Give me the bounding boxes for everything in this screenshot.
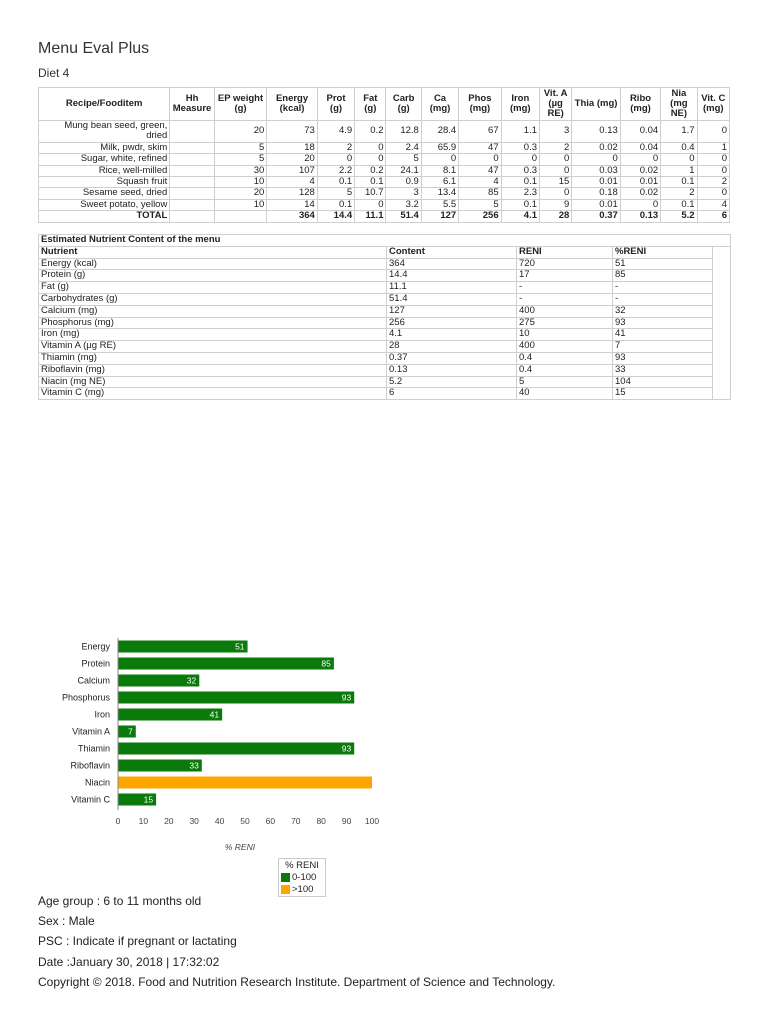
table-cell: 0.1 bbox=[355, 177, 386, 188]
table-cell: 14 bbox=[267, 199, 318, 210]
food-col-header: Carb (g) bbox=[386, 88, 421, 121]
table-cell: 73 bbox=[267, 121, 318, 143]
table-cell: 0.03 bbox=[572, 165, 620, 176]
total-cell bbox=[214, 211, 267, 222]
table-row bbox=[39, 121, 730, 143]
x-tick-label: 80 bbox=[316, 816, 326, 826]
table-cell: 0.01 bbox=[572, 199, 620, 210]
table-row bbox=[39, 142, 730, 153]
table-cell: 47 bbox=[459, 142, 501, 153]
psc: PSC : Indicate if pregnant or lactating bbox=[38, 934, 237, 948]
table-cell: 4 bbox=[459, 177, 501, 188]
table-cell: 0 bbox=[317, 154, 354, 165]
category-label: Vitamin C bbox=[71, 794, 110, 805]
table-cell: 10.7 bbox=[355, 188, 386, 199]
x-tick-label: 0 bbox=[115, 816, 121, 826]
table-cell: 10 bbox=[214, 199, 267, 210]
table-cell: 0.1 bbox=[317, 199, 354, 210]
table-cell: 0.1 bbox=[501, 177, 539, 188]
table-cell: Iron (mg) bbox=[39, 329, 387, 341]
table-cell: Fat (g) bbox=[39, 282, 387, 294]
food-col-header: Phos (mg) bbox=[459, 88, 501, 121]
table-cell: 720 bbox=[517, 258, 613, 270]
x-tick-label: 20 bbox=[164, 816, 174, 826]
nutrient-col-header: %RENI bbox=[613, 246, 713, 258]
table-cell: 5 bbox=[459, 199, 501, 210]
bar-value-label: 15 bbox=[143, 794, 154, 805]
table-cell: 5 bbox=[214, 154, 267, 165]
table-cell: 2 bbox=[697, 177, 729, 188]
table-cell: 0.4 bbox=[517, 364, 613, 376]
total-cell: 11.1 bbox=[355, 211, 386, 222]
table-cell: 2.3 bbox=[501, 188, 539, 199]
reni-bar-chart bbox=[0, 620, 400, 850]
table-cell: 28 bbox=[387, 341, 517, 353]
table-cell: 0 bbox=[661, 154, 697, 165]
bar-value-label: 33 bbox=[189, 760, 199, 771]
table-cell: 30 bbox=[214, 165, 267, 176]
table-cell: Sweet potato, yellow bbox=[39, 199, 170, 210]
x-tick-label: 60 bbox=[265, 816, 276, 826]
table-cell: 0.37 bbox=[387, 352, 517, 364]
spacer-cell bbox=[713, 246, 731, 399]
table-cell: 0.2 bbox=[355, 121, 386, 143]
table-cell: Squash fruit bbox=[39, 177, 170, 188]
table-cell: 3.2 bbox=[386, 199, 421, 210]
table-row bbox=[39, 293, 731, 305]
table-cell: Mung bean seed, green, dried bbox=[39, 121, 170, 143]
table-cell: 20 bbox=[267, 154, 318, 165]
nutrient-header-row bbox=[39, 246, 731, 258]
page-title: Menu Eval Plus bbox=[38, 40, 150, 57]
copyright: Copyright © 2018. Food and Nutrition Research Institute. Department of Science and Technology. bbox=[38, 975, 556, 989]
table-cell: 51 bbox=[613, 258, 713, 270]
table-cell: Carbohydrates (g) bbox=[39, 293, 387, 305]
food-col-header: Energy (kcal) bbox=[267, 88, 318, 121]
table-cell: 0.13 bbox=[572, 121, 620, 143]
table-cell: Rice, well-milled bbox=[39, 165, 170, 176]
table-cell: 0.4 bbox=[517, 352, 613, 364]
table-cell: Milk, pwdr, skim bbox=[39, 142, 170, 153]
table-cell: 6.1 bbox=[421, 177, 458, 188]
table-cell: Sugar, white, refined bbox=[39, 154, 170, 165]
x-tick-label: 50 bbox=[240, 816, 250, 826]
table-cell: 2.4 bbox=[386, 142, 421, 153]
table-cell: 32 bbox=[613, 305, 713, 317]
table-row bbox=[39, 282, 731, 294]
table-cell: 0 bbox=[697, 165, 729, 176]
table-cell: 2 bbox=[317, 142, 354, 153]
table-cell: 67 bbox=[459, 121, 501, 143]
table-cell: 3 bbox=[540, 121, 572, 143]
table-cell: Energy (kcal) bbox=[39, 258, 387, 270]
table-cell: 5 bbox=[214, 142, 267, 153]
table-row bbox=[39, 329, 731, 341]
table-row bbox=[39, 317, 731, 329]
table-row bbox=[39, 341, 731, 353]
table-cell: 0.04 bbox=[620, 142, 660, 153]
bar-value-label: 93 bbox=[341, 743, 352, 754]
category-label: Iron bbox=[94, 709, 110, 720]
table-cell: 0.1 bbox=[661, 177, 697, 188]
table-cell: 0 bbox=[572, 154, 620, 165]
table-cell: 20 bbox=[214, 188, 267, 199]
table-cell: 128 bbox=[267, 188, 318, 199]
table-row bbox=[39, 154, 730, 165]
food-col-header: Ribo (mg) bbox=[620, 88, 660, 121]
table-cell: 1.1 bbox=[501, 121, 539, 143]
table-cell: - bbox=[613, 282, 713, 294]
food-col-header: Vit. A (µg RE) bbox=[540, 88, 572, 121]
table-cell: 275 bbox=[517, 317, 613, 329]
total-cell: 4.1 bbox=[501, 211, 539, 222]
food-col-header: Recipe/Fooditem bbox=[39, 88, 170, 121]
food-table-header bbox=[39, 88, 730, 121]
table-cell: 51.4 bbox=[387, 293, 517, 305]
table-cell: 0 bbox=[540, 188, 572, 199]
table-cell: 41 bbox=[613, 329, 713, 341]
table-cell: Thiamin (mg) bbox=[39, 352, 387, 364]
table-cell: 0.1 bbox=[317, 177, 354, 188]
total-cell bbox=[170, 211, 214, 222]
bar-value-label: 51 bbox=[235, 641, 245, 652]
total-cell: 127 bbox=[421, 211, 458, 222]
x-axis-label: % RENI bbox=[224, 842, 256, 850]
table-cell: 15 bbox=[613, 388, 713, 400]
table-cell: 13.4 bbox=[421, 188, 458, 199]
x-tick-label: 90 bbox=[341, 816, 352, 826]
table-cell: 8.1 bbox=[421, 165, 458, 176]
table-cell: Protein (g) bbox=[39, 270, 387, 282]
table-cell: 18 bbox=[267, 142, 318, 153]
table-cell: 0.3 bbox=[501, 165, 539, 176]
table-cell: Sesame seed, dried bbox=[39, 188, 170, 199]
table-cell: 0.02 bbox=[620, 165, 660, 176]
x-tick-label: 10 bbox=[138, 816, 149, 826]
table-row bbox=[39, 352, 731, 364]
bar-value-label: 93 bbox=[341, 692, 352, 703]
table-row bbox=[39, 364, 731, 376]
nutrient-col-header: Nutrient bbox=[39, 246, 387, 258]
table-cell: 104 bbox=[613, 376, 713, 388]
legend-swatch-green bbox=[281, 873, 290, 882]
category-label: Energy bbox=[81, 641, 110, 652]
table-cell: 5.2 bbox=[387, 376, 517, 388]
table-cell: 10 bbox=[214, 177, 267, 188]
table-cell: 0.18 bbox=[572, 188, 620, 199]
total-cell: 364 bbox=[267, 211, 318, 222]
total-cell: 0.37 bbox=[572, 211, 620, 222]
category-label: Protein bbox=[81, 658, 110, 669]
food-col-header: Nia (mg NE) bbox=[661, 88, 697, 121]
table-cell: 5 bbox=[386, 154, 421, 165]
food-col-header: Vit. C (mg) bbox=[697, 88, 729, 121]
table-cell: 0.4 bbox=[661, 142, 697, 153]
age-group: Age group : 6 to 11 months old bbox=[38, 894, 202, 908]
nutrient-col-header: Content bbox=[387, 246, 517, 258]
table-cell: 17 bbox=[517, 270, 613, 282]
bar bbox=[118, 692, 354, 704]
bar bbox=[118, 743, 354, 755]
table-cell: 256 bbox=[387, 317, 517, 329]
total-cell: 28 bbox=[540, 211, 572, 222]
total-cell: 6 bbox=[697, 211, 729, 222]
bar-value-label: 32 bbox=[186, 675, 197, 686]
table-cell: Calcium (mg) bbox=[39, 305, 387, 317]
bar bbox=[118, 726, 136, 738]
table-cell: - bbox=[613, 293, 713, 305]
table-cell: 0.1 bbox=[501, 199, 539, 210]
table-row bbox=[39, 270, 731, 282]
table-cell: 364 bbox=[387, 258, 517, 270]
table-cell: 5 bbox=[517, 376, 613, 388]
table-cell: 5 bbox=[317, 188, 354, 199]
table-cell: 12.8 bbox=[386, 121, 421, 143]
table-row bbox=[39, 199, 730, 210]
table-cell: 40 bbox=[517, 388, 613, 400]
chart-legend bbox=[278, 858, 326, 897]
table-cell: 127 bbox=[387, 305, 517, 317]
table-cell: 400 bbox=[517, 305, 613, 317]
table-cell: 0.02 bbox=[572, 142, 620, 153]
total-cell: 5.2 bbox=[661, 211, 697, 222]
table-cell: - bbox=[517, 293, 613, 305]
bar bbox=[118, 709, 222, 721]
table-cell: 0 bbox=[501, 154, 539, 165]
table-cell: 10 bbox=[517, 329, 613, 341]
table-cell: 93 bbox=[613, 317, 713, 329]
table-cell: 5.5 bbox=[421, 199, 458, 210]
table-cell: 4.9 bbox=[317, 121, 354, 143]
food-col-header: Iron (mg) bbox=[501, 88, 539, 121]
bar bbox=[118, 658, 334, 670]
legend-title: % RENI bbox=[285, 860, 319, 871]
table-cell bbox=[170, 154, 214, 165]
table-cell: 2 bbox=[661, 188, 697, 199]
total-row bbox=[39, 211, 730, 222]
table-cell: 0 bbox=[459, 154, 501, 165]
table-cell bbox=[170, 142, 214, 153]
table-cell: 11.1 bbox=[387, 282, 517, 294]
table-row bbox=[39, 388, 731, 400]
category-label: Thiamin bbox=[77, 743, 110, 754]
table-cell: 0.9 bbox=[386, 177, 421, 188]
table-cell bbox=[170, 121, 214, 143]
table-cell: 2.2 bbox=[317, 165, 354, 176]
diet-subtitle: Diet 4 bbox=[38, 66, 70, 80]
table-cell: 4 bbox=[267, 177, 318, 188]
table-cell: Niacin (mg NE) bbox=[39, 376, 387, 388]
bar-value-label: 7 bbox=[128, 726, 133, 737]
table-cell bbox=[170, 177, 214, 188]
x-tick-label: 40 bbox=[214, 816, 225, 826]
table-cell: 0.04 bbox=[620, 121, 660, 143]
table-cell: Vitamin C (mg) bbox=[39, 388, 387, 400]
table-cell: Phosphorus (mg) bbox=[39, 317, 387, 329]
table-cell: 24.1 bbox=[386, 165, 421, 176]
food-items-table bbox=[38, 87, 730, 223]
table-cell: 0 bbox=[697, 121, 729, 143]
nutrient-col-header: RENI bbox=[517, 246, 613, 258]
table-cell: 0.1 bbox=[661, 199, 697, 210]
food-col-header: Ca (mg) bbox=[421, 88, 458, 121]
table-row bbox=[39, 177, 730, 188]
table-cell: 3 bbox=[386, 188, 421, 199]
total-cell: 14.4 bbox=[317, 211, 354, 222]
table-cell: 0 bbox=[697, 188, 729, 199]
table-cell: 0.02 bbox=[620, 188, 660, 199]
table-cell: 65.9 bbox=[421, 142, 458, 153]
table-cell: 0.13 bbox=[387, 364, 517, 376]
table-cell: 85 bbox=[459, 188, 501, 199]
total-cell: TOTAL bbox=[39, 211, 170, 222]
table-cell: 20 bbox=[214, 121, 267, 143]
food-col-header: Fat (g) bbox=[355, 88, 386, 121]
table-cell: 0 bbox=[421, 154, 458, 165]
table-cell: Riboflavin (mg) bbox=[39, 364, 387, 376]
bar bbox=[118, 777, 372, 789]
food-col-header: Prot (g) bbox=[317, 88, 354, 121]
table-cell: 28.4 bbox=[421, 121, 458, 143]
nutrient-content-table bbox=[38, 234, 731, 400]
table-cell: 400 bbox=[517, 341, 613, 353]
table-cell: 85 bbox=[613, 270, 713, 282]
legend-swatch-orange bbox=[281, 885, 290, 894]
table-cell: 4.1 bbox=[387, 329, 517, 341]
table-cell: 1.7 bbox=[661, 121, 697, 143]
table-cell: 33 bbox=[613, 364, 713, 376]
table-row bbox=[39, 376, 731, 388]
table-cell: 0 bbox=[540, 165, 572, 176]
table-cell: 0.2 bbox=[355, 165, 386, 176]
table-cell: 6 bbox=[387, 388, 517, 400]
legend-item-over: >100 bbox=[281, 883, 323, 895]
bar bbox=[118, 641, 248, 653]
nutrient-table-caption: Estimated Nutrient Content of the menu bbox=[39, 235, 731, 247]
table-cell: 0 bbox=[355, 142, 386, 153]
table-row bbox=[39, 305, 731, 317]
table-cell: 0.01 bbox=[620, 177, 660, 188]
category-label: Calcium bbox=[77, 675, 110, 686]
food-col-header: Thia (mg) bbox=[572, 88, 620, 121]
table-cell bbox=[170, 188, 214, 199]
table-cell: 0.3 bbox=[501, 142, 539, 153]
table-row bbox=[39, 188, 730, 199]
category-label: Phosphorus bbox=[61, 692, 110, 703]
food-col-header: Hh Measure bbox=[170, 88, 214, 121]
table-cell: 0.01 bbox=[572, 177, 620, 188]
category-label: Vitamin A bbox=[72, 726, 110, 737]
total-cell: 0.13 bbox=[620, 211, 660, 222]
food-col-header: EP weight (g) bbox=[214, 88, 267, 121]
table-row bbox=[39, 258, 731, 270]
total-cell: 51.4 bbox=[386, 211, 421, 222]
table-cell: 0 bbox=[355, 154, 386, 165]
table-cell: 107 bbox=[267, 165, 318, 176]
table-cell: 9 bbox=[540, 199, 572, 210]
table-cell: 1 bbox=[697, 142, 729, 153]
bar-value-label: 41 bbox=[209, 709, 220, 720]
total-cell: 256 bbox=[459, 211, 501, 222]
table-cell bbox=[170, 199, 214, 210]
bar-value-label: 85 bbox=[321, 658, 331, 669]
table-cell: 14.4 bbox=[387, 270, 517, 282]
table-row bbox=[39, 165, 730, 176]
table-cell: 47 bbox=[459, 165, 501, 176]
table-cell: 0 bbox=[697, 154, 729, 165]
report-date: Date :January 30, 2018 | 17:32:02 bbox=[38, 955, 220, 969]
table-cell: 0 bbox=[620, 154, 660, 165]
table-cell: 2 bbox=[540, 142, 572, 153]
table-cell: 7 bbox=[613, 341, 713, 353]
table-cell: 0 bbox=[540, 154, 572, 165]
sex: Sex : Male bbox=[38, 914, 95, 928]
table-cell: 0 bbox=[620, 199, 660, 210]
x-tick-label: 70 bbox=[291, 816, 301, 826]
table-cell: 0 bbox=[355, 199, 386, 210]
table-cell: 93 bbox=[613, 352, 713, 364]
category-label: Riboflavin bbox=[70, 760, 110, 771]
table-cell bbox=[170, 165, 214, 176]
x-tick-label: 30 bbox=[189, 816, 199, 826]
table-cell: 1 bbox=[661, 165, 697, 176]
x-tick-label: 100 bbox=[364, 816, 380, 826]
table-cell: Vitamin A (µg RE) bbox=[39, 341, 387, 353]
table-cell: 4 bbox=[697, 199, 729, 210]
table-cell: - bbox=[517, 282, 613, 294]
table-cell: 15 bbox=[540, 177, 572, 188]
category-label: Niacin bbox=[84, 777, 110, 788]
legend-item-normal: 0-100 bbox=[281, 871, 323, 883]
